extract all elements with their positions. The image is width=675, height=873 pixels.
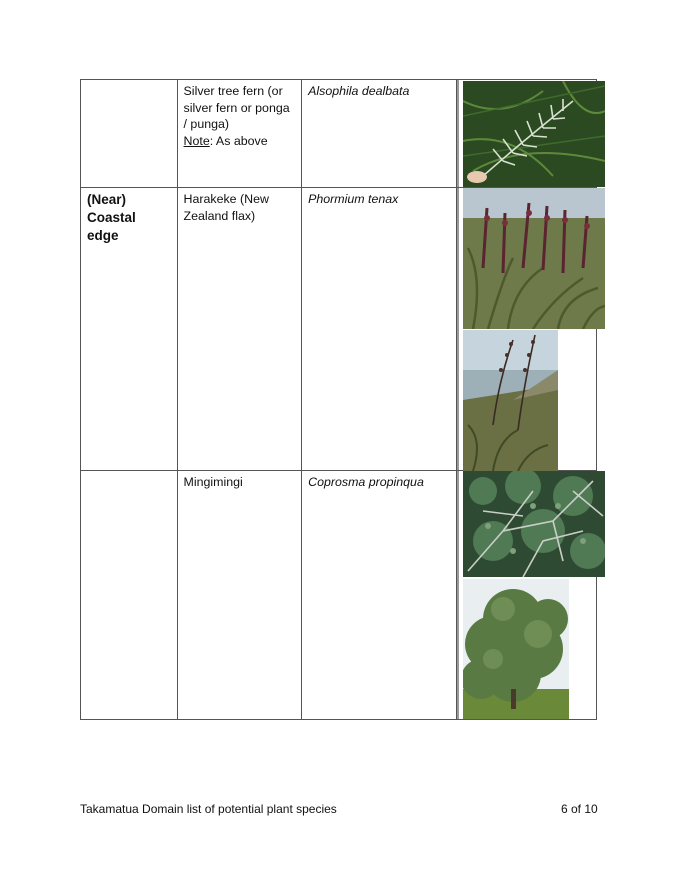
common-name-cell xyxy=(177,471,302,720)
mingimingi-shrub-photo xyxy=(463,579,569,719)
table-row xyxy=(81,188,597,471)
scientific-name-cell xyxy=(302,471,457,720)
plant-species-table xyxy=(80,79,597,720)
note-text: : As above xyxy=(209,133,268,148)
scientific-name-cell xyxy=(302,188,457,471)
page-number: 6 of 10 xyxy=(561,802,598,816)
zone-cell xyxy=(81,471,178,720)
common-name: Silver tree fern (or silver fern or ponga / punga) xyxy=(183,84,290,131)
mingimingi-branches-photo xyxy=(463,471,605,577)
table-row xyxy=(81,80,597,188)
scientific-name: Coprosma propinqua xyxy=(308,475,424,489)
scientific-name: Phormium tenax xyxy=(308,192,399,206)
scientific-name: Alsophila dealbata xyxy=(308,84,410,98)
table-row xyxy=(81,471,597,720)
cell-divider xyxy=(457,188,459,470)
common-name: Harakeke (New Zealand flax) xyxy=(183,192,269,223)
common-name: Mingimingi xyxy=(183,475,243,489)
footer-title: Takamatua Domain list of potential plant species xyxy=(80,802,337,816)
common-name-cell xyxy=(177,188,302,471)
cell-divider xyxy=(457,80,459,187)
photo-cell xyxy=(456,80,596,188)
zone-label: (Near) xyxy=(87,192,127,207)
zone-label: Coastal edge xyxy=(87,210,136,243)
silver-fern-photo xyxy=(463,81,605,187)
zone-cell xyxy=(81,80,178,188)
flax-coast-photo xyxy=(463,330,558,471)
scientific-name-cell xyxy=(302,80,457,188)
flax-hillside-photo xyxy=(463,188,605,329)
note-label: Note xyxy=(183,133,210,148)
zone-cell xyxy=(81,188,178,471)
photo-cell xyxy=(456,188,596,471)
cell-divider xyxy=(457,471,459,719)
common-name-cell xyxy=(177,80,302,188)
photo-cell xyxy=(456,471,596,720)
